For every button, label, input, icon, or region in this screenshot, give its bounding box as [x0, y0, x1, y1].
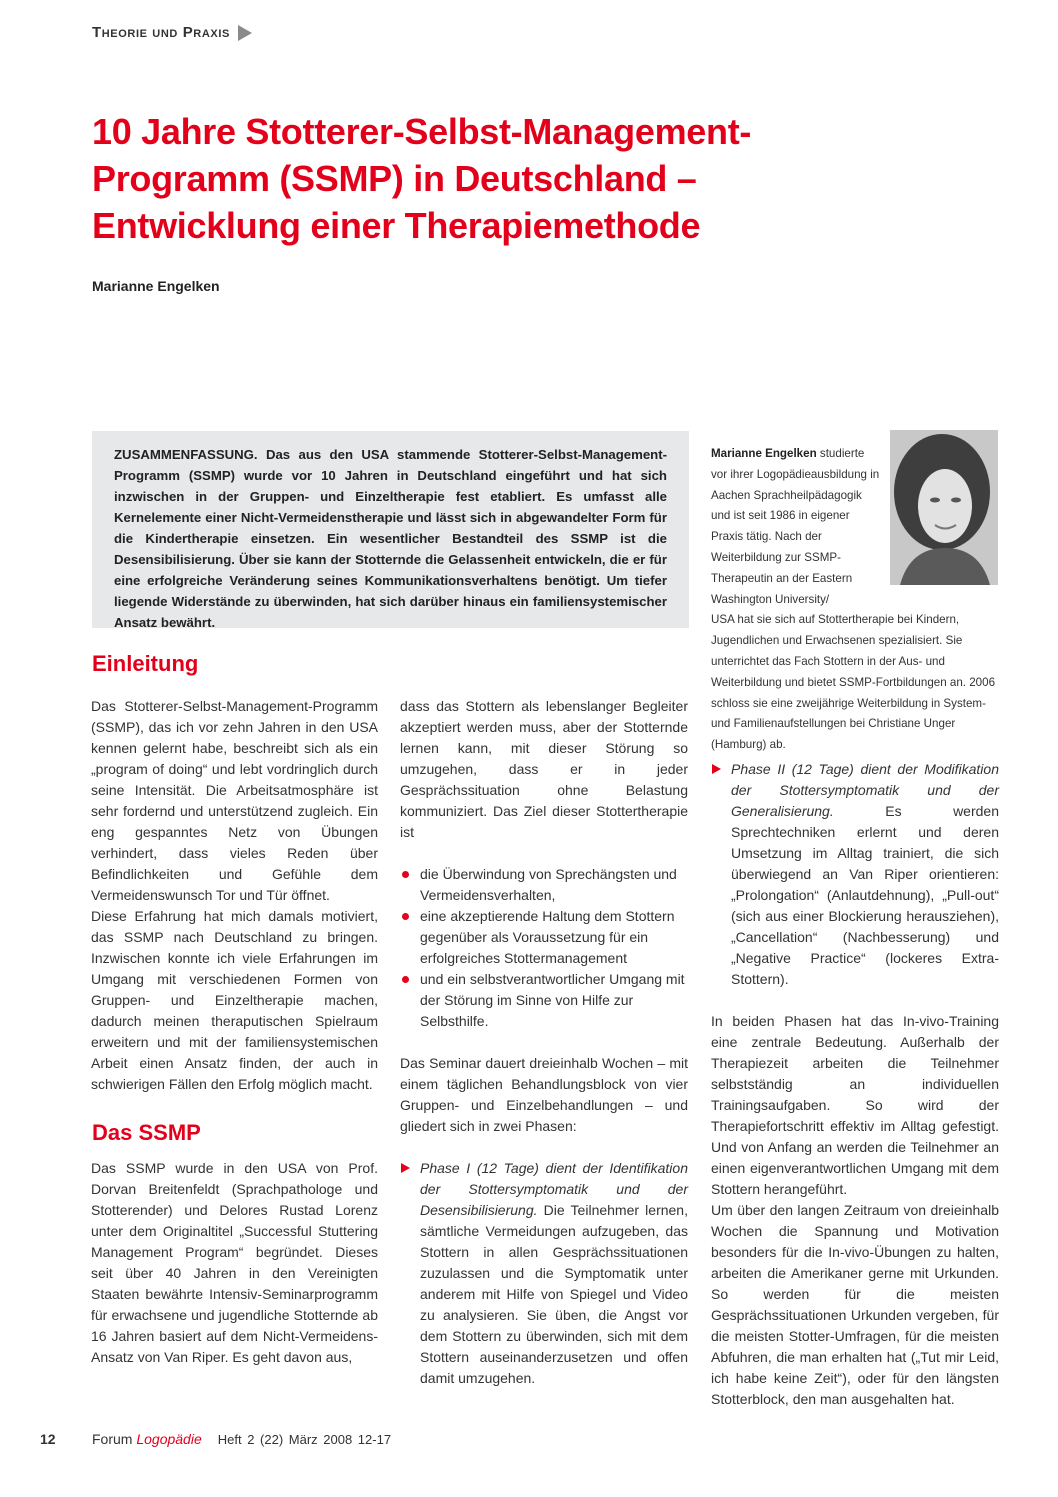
section-label [92, 24, 252, 41]
phase-1-text: Die Teilnehmer lernen, sämtliche Vermeidungen aufzugeben, das Stottern in allen Gesprächssituationen zuzulassen und die Symptomatik unter anderem mit Hilfe von Spiegel und Video zu analysieren. Sie üben, die Angst vor dem Stottern zu überwinden, sich mit dem Stottern auseinanderzusetzen und offen damit umzugehen. [420, 1202, 688, 1386]
heading-einleitung: Einleitung [92, 651, 199, 676]
paragraph: In beiden Phasen hat das In-vivo-Training eine zentrale Bedeutung. Außerhalb der Therapiezeit arbeiten die Teilnehmer selbstständig an individuellen Trainingsaufgaben. So wird der Therapiefortschritt effektiv im Alltag gefestigt. Und von Anfang an werden die Teilnehmer an einen eigenverantwortlichen Umgang mit dem Stottern herangeführt. [711, 1013, 999, 1197]
goal-list [400, 864, 688, 1032]
list-item: die Überwindung von Sprechängsten und Vermeidensverhalten, [400, 864, 688, 906]
arrow-bullet-icon [401, 1163, 410, 1173]
article-title [92, 108, 812, 249]
phase-2 [711, 759, 999, 990]
list-item: eine akzeptierende Haltung dem Stottern gegenüber als Voraussetzung für ein erfolgreiches Stottermanagement [400, 906, 688, 969]
paragraph: Das Stotterer-Selbst-Management-Programm (SSMP), das ich vor zehn Jahren in den USA kennen gelernt habe, beschreibt sich als ein „program of doing“ und lebt vordringlich durch seine Intensität. Die Arbeitsatmosphäre ist sehr fordernd und unterstützend zugleich. Ein eng gespanntes Netz von Übungen verhindert, dass vieles Reden über Befindlichkeiten und Gefühle dem Vermeidenswunsch Tor und Tür öffnet. [91, 698, 378, 903]
page-footer [40, 1431, 391, 1447]
paragraph: Um über den langen Zeitraum von dreieinhalb Wochen die Spannung und Motivation besonders für die In-vivo-Übungen zu halten, arbeiten die Amerikaner gerne mit Urkunden. So werden für die meisten Gesprächssituationen Urkunden vergeben, für die meisten Stotter-Umfragen, für die meisten Abfuhren, die man erhalten hat („Tut mir Leid, ich habe keine Zeit“), oder für den längsten Stotterblock, den man ausgehalten hat. [711, 1202, 999, 1407]
bio-text-top: studierte vor ihrer Logopädieausbildung in Aachen Sprachheilpädagogik und ist seit 1986 in eigener Praxis tätig. Nach der Weiterbildung zur SSMP-Therapeutin an der Eastern Washington University/ [711, 447, 880, 606]
play-triangle-icon [238, 25, 252, 41]
column-1-intro [91, 696, 378, 1095]
article-author: Marianne Engelken [92, 278, 220, 294]
paragraph: Diese Erfahrung hat mich damals motiviert, das SSMP nach Deutschland zu bringen. Inzwischen konnte ich viele Erfahrungen im Umgang mit verschiedenen Formen von Gruppen- und Einzeltherapie machen, dadurch meinen theraputischen Spielraum erweitern und mit der familiensystemischen Arbeit einen Ansatz finden, der auch in schwierigen Fällen den Erfolg möglich macht. [91, 908, 378, 1092]
paragraph: dass das Stottern als lebenslanger Begleiter akzeptiert werden muss, aber der Stotternde lernen kann, mit dieser Störung so umzugehen, dass er in jeder Gesprächssituation ohne Belastung kommuniziert. Das Ziel dieser Stottertherapie ist [400, 698, 688, 840]
title-line: Entwicklung einer Therapiemethode [92, 205, 701, 246]
phase-2-title: Phase II (12 Tage) dient der Modifikation der Stottersymptomatik und der Generalisierung. [731, 761, 999, 819]
journal-title: Logopädie [136, 1431, 202, 1447]
title-line: Programm (SSMP) in Deutschland – [92, 158, 697, 199]
phase-2-text: Es werden Sprechtechniken erlernt und deren Umsetzung im Alltag trainiert, die sich überwiegend an Van Riper orientieren: „Prolongation“ (Anlautdehnung), „Pull-out“ (sich aus einer Blockierung herausziehen), „Cancellation“ (Nachbesserung) und „Negative Practice“ (lockeres Extra-Stottern). [731, 803, 999, 987]
column-1-ssmp [91, 1158, 378, 1368]
column-2 [400, 696, 688, 1389]
arrow-bullet-icon [712, 764, 721, 774]
author-bio [711, 444, 999, 756]
abstract-box [92, 431, 689, 628]
page-number: 12 [40, 1431, 56, 1447]
bio-name: Marianne Engelken [711, 447, 817, 460]
heading-das-ssmp: Das SSMP [92, 1120, 201, 1145]
journal-name [92, 1431, 202, 1447]
section-label-text: Theorie und Praxis [92, 24, 230, 41]
bio-text-bottom: USA hat sie sich auf Stottertherapie bei Kindern, Jugendlichen und Erwachsenen spezialisiert. Sie unterrichtet das Fach Stottern in der Aus- und Weiterbildung und bietet SSMP-Fortbildungen an. 2006 schloss sie eine zweijährige Weiterbildung in System- und Familienaufstellungen bei Christiane Unger (Hamburg) ab. [711, 613, 996, 752]
paragraph: Das SSMP wurde in den USA von Prof. Dorvan Breitenfeldt (Sprachpathologe und Stotterender) und Delores Rustad Lorenz unter dem Originaltitel „Successful Stuttering Management Program“ begründet. Dieses seit über 40 Jahren in den Vereinigten Staaten bewährte Intensiv-Seminarprogramm für erwachsene und jugendliche Stotternde ab 16 Jahren basiert auf dem Nicht-Vermeidens-Ansatz von Van Riper. Es geht davon aus, [91, 1160, 378, 1365]
title-line: 10 Jahre Stotterer-Selbst-Management- [92, 111, 752, 152]
phase-1 [400, 1158, 688, 1389]
abstract-text: ZUSAMMENFASSUNG. Das aus den USA stammende Stotterer-Selbst-Management-Programm (SSMP) wurde vor 10 Jahren in Deutschland eingeführt und hat sich inzwischen in der Gruppen- und Einzeltherapie fest etabliert. Es umfasst alle Kernelemente einer Nicht-Vermeidenstherapie und lässt sich in abgewandelter Form für die Kindertherapie einsetzen. Ein wesentlicher Bestandteil des SSMP ist die Desensibilisierung. Über sie kann der Stotternde die Gelassenheit entwickeln, die er für eine erfolgreiche Veränderung seines Kommunikationsverhaltens benötigt. Um tiefer liegende Widerstände zu überwinden, hat sich darüber hinaus ein familiensystemischer Ansatz bewährt. [114, 447, 667, 630]
journal-prefix: Forum [92, 1431, 133, 1447]
issue-info: Heft 2 (22) März 2008 12-17 [217, 1432, 392, 1447]
column-3 [711, 759, 999, 1410]
phase-1-title: Phase I (12 Tage) dient der Identifikation der Stottersymptomatik und der Desensibilisierung. [420, 1160, 688, 1218]
list-item: und ein selbstverantwortlicher Umgang mit der Störung im Sinne von Hilfe zur Selbsthilfe. [400, 969, 688, 1032]
paragraph: Das Seminar dauert dreieinhalb Wochen – mit einem täglichen Behandlungsblock von vier Gruppen- und Einzelbehandlungen – und gliedert sich in zwei Phasen: [400, 1055, 688, 1134]
